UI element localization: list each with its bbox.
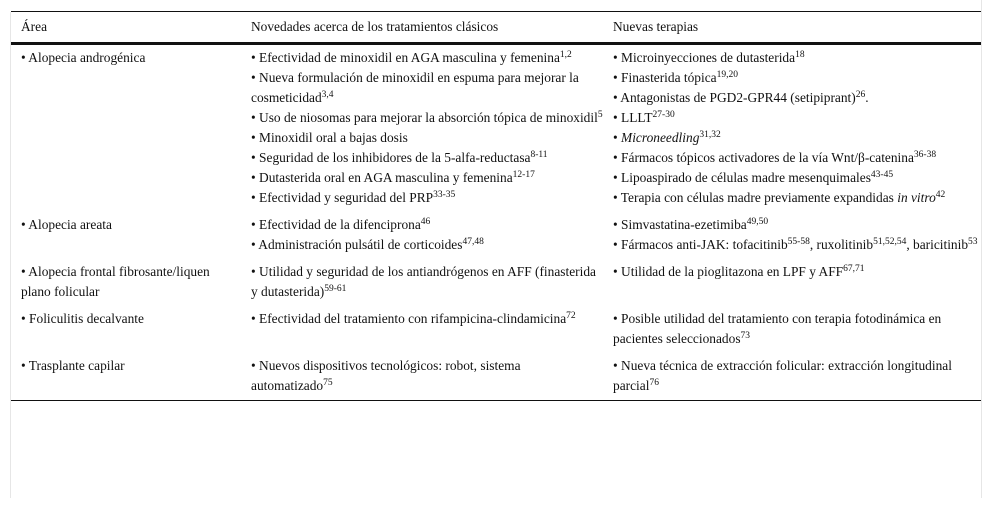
reference-superscript: 33-35 (433, 190, 456, 200)
header-area: Área (21, 19, 48, 34)
list-item (613, 168, 981, 188)
list-item (613, 48, 981, 68)
reference-superscript: 75 (323, 378, 333, 388)
bullet-icon: • (251, 190, 260, 205)
cell-classic-treatments (241, 259, 603, 306)
bullet-icon: • (251, 358, 260, 373)
list-item (613, 128, 981, 148)
bullet-icon: • (251, 130, 260, 145)
reference-superscript: 18 (795, 50, 805, 60)
reference-superscript: 12-17 (512, 170, 535, 180)
reference-superscript: 3,4 (321, 90, 334, 100)
list-item (251, 215, 603, 235)
list-item (251, 48, 603, 68)
reference-superscript: 5 (597, 110, 603, 120)
item-text: Uso de niosomas para mejorar la absorción tópica de minoxidil (259, 110, 598, 125)
treatments-table (11, 11, 981, 401)
cell-classic-treatments (241, 353, 603, 401)
bullet-icon: • (613, 130, 622, 145)
table-row (11, 212, 981, 259)
cell-new-therapies (603, 306, 981, 353)
list-item (613, 235, 981, 255)
item-text: Simvastatina-ezetimiba (621, 217, 747, 232)
list-item (613, 148, 981, 168)
bullet-icon: • (251, 170, 260, 185)
reference-superscript: 42 (935, 190, 946, 200)
list-item (251, 68, 603, 108)
item-text: Efectividad y seguridad del PRP (259, 190, 434, 205)
cell-new-therapies (603, 212, 981, 259)
reference-superscript: 27-30 (652, 110, 675, 120)
reference-superscript: 19,20 (716, 70, 738, 80)
reference-superscript: 36-38 (913, 150, 937, 160)
cell-area (11, 353, 241, 401)
reference-superscript: 46 (420, 217, 431, 227)
reference-superscript: 73 (740, 331, 751, 341)
bullet-icon: • (613, 311, 622, 326)
item-text-italic: Microneedling (621, 130, 700, 145)
item-text: Terapia con células madre previamente expandidas (620, 190, 898, 205)
bullet-icon: • (251, 237, 259, 252)
cell-classic-treatments (241, 44, 603, 213)
area-name: Trasplante capilar (28, 358, 125, 373)
item-text: Nueva técnica de extracción folicular: extracción longitudinal parcial (613, 358, 952, 393)
page-edge-right (981, 0, 982, 498)
bullet-icon: • (613, 170, 622, 185)
list-item (613, 68, 981, 88)
cell-area (11, 212, 241, 259)
list-item (251, 235, 603, 255)
item-text: Lipoaspirado de células madre mesenquimales (621, 170, 871, 185)
item-suffix: . (865, 90, 869, 105)
item-text: Nuevos dispositivos tecnológicos: robot, sistema automatizado (251, 358, 521, 393)
list-item (21, 215, 241, 235)
item-text: Utilidad de la pioglitazona en LPF y AFF (621, 264, 844, 279)
list-item (613, 309, 981, 349)
list-item (21, 356, 241, 376)
reference-superscript: 26 (855, 90, 866, 100)
item-text: Finasterida tópica (621, 70, 717, 85)
list-item (251, 356, 603, 396)
bullet-icon: • (251, 311, 260, 326)
bullet-icon: • (21, 50, 29, 65)
bullet-icon: • (251, 150, 260, 165)
item-text: Administración pulsátil de corticoides (258, 237, 463, 252)
list-item (251, 108, 603, 128)
bullet-icon: • (251, 264, 260, 279)
table-row (11, 306, 981, 353)
cell-new-therapies (603, 353, 981, 401)
reference-superscript: 51,52,54 (873, 237, 907, 247)
list-item (251, 309, 603, 329)
item-text: LLLT (621, 110, 653, 125)
reference-superscript: 53 (968, 237, 978, 247)
cell-new-therapies (603, 259, 981, 306)
cell-area (11, 259, 241, 306)
bullet-icon: • (613, 150, 622, 165)
list-item (613, 215, 981, 235)
bullet-icon: • (613, 358, 622, 373)
cell-classic-treatments (241, 212, 603, 259)
list-item (21, 262, 241, 302)
table-row (11, 259, 981, 306)
bullet-icon: • (251, 217, 260, 232)
cell-classic-treatments (241, 306, 603, 353)
bullet-icon: • (21, 358, 29, 373)
item-text: Utilidad y seguridad de los antiandrógenos en AFF (finasterida y dutasterida) (251, 264, 596, 299)
item-text: Fármacos anti-JAK: tofacitinib (621, 237, 788, 252)
reference-superscript: 31,32 (699, 130, 721, 140)
list-item (251, 262, 603, 302)
item-text: Efectividad de la difenciprona (259, 217, 421, 232)
item-text: Nueva formulación de minoxidil en espuma para mejorar la cosmeticidad (251, 70, 579, 105)
item-text: Seguridad de los inhibidores de la 5-alfa-reductasa (259, 150, 531, 165)
bullet-icon: • (613, 217, 622, 232)
list-item (613, 188, 981, 208)
reference-superscript: 76 (649, 378, 659, 388)
bullet-icon: • (251, 70, 260, 85)
bullet-icon: • (251, 50, 260, 65)
header-new-therapies: Nuevas terapias (613, 19, 699, 34)
item-text: Fármacos tópicos activadores de la vía Wnt/β-catenina (621, 150, 914, 165)
reference-superscript: 72 (566, 311, 576, 321)
bullet-icon: • (613, 264, 622, 279)
reference-superscript: 47,48 (462, 237, 484, 247)
item-text: , ruxolitinib (809, 237, 874, 252)
area-name: Alopecia androgénica (28, 50, 146, 65)
reference-superscript: 8-11 (530, 150, 548, 160)
bullet-icon: • (21, 217, 29, 232)
list-item (251, 128, 603, 148)
item-text-italic: in vitro (897, 190, 936, 205)
list-item (613, 88, 981, 108)
cell-area (11, 44, 241, 213)
item-text: Efectividad de minoxidil en AGA masculina y femenina (259, 50, 560, 65)
list-item (251, 168, 603, 188)
bullet-icon: • (613, 90, 621, 105)
item-text: Antagonistas de PGD2-GPR44 (setipiprant) (620, 90, 856, 105)
item-text: Dutasterida oral en AGA masculina y femenina (259, 170, 513, 185)
bullet-icon: • (21, 264, 29, 279)
bullet-icon: • (613, 110, 622, 125)
list-item (613, 262, 981, 282)
cell-new-therapies (603, 44, 981, 213)
item-text: Microinyecciones de dutasterida (621, 50, 796, 65)
list-item (21, 48, 241, 68)
bullet-icon: • (251, 110, 260, 125)
reference-superscript: 67,71 (843, 264, 865, 274)
bullet-icon: • (613, 70, 622, 85)
item-text: Minoxidil oral a bajas dosis (259, 130, 408, 145)
header-classic-treatments: Novedades acerca de los tratamientos clásicos (251, 19, 499, 34)
item-text: Posible utilidad del tratamiento con terapia fotodinámica en pacientes seleccionados (613, 311, 942, 346)
item-text: , baricitinib (906, 237, 969, 252)
list-item (613, 108, 981, 128)
cell-area (11, 306, 241, 353)
area-name: Alopecia areata (28, 217, 112, 232)
table-row (11, 44, 981, 213)
reference-superscript: 55-58 (787, 237, 810, 247)
list-item (251, 148, 603, 168)
bullet-icon: • (613, 190, 621, 205)
reference-superscript: 43-45 (870, 170, 894, 180)
bullet-icon: • (21, 311, 30, 326)
table-header-row (11, 12, 981, 44)
item-text: Efectividad del tratamiento con rifampicina-clindamicina (259, 311, 567, 326)
reference-superscript: 1,2 (559, 50, 572, 60)
bullet-icon: • (613, 237, 622, 252)
list-item (21, 309, 241, 329)
list-item (613, 356, 981, 396)
area-name: Foliculitis decalvante (29, 311, 144, 326)
bullet-icon: • (613, 50, 622, 65)
reference-superscript: 49,50 (746, 217, 769, 227)
table-row (11, 353, 981, 401)
area-name: Alopecia frontal fibrosante/liquen plano folicular (21, 264, 210, 299)
list-item (251, 188, 603, 208)
reference-superscript: 59-61 (324, 284, 347, 294)
